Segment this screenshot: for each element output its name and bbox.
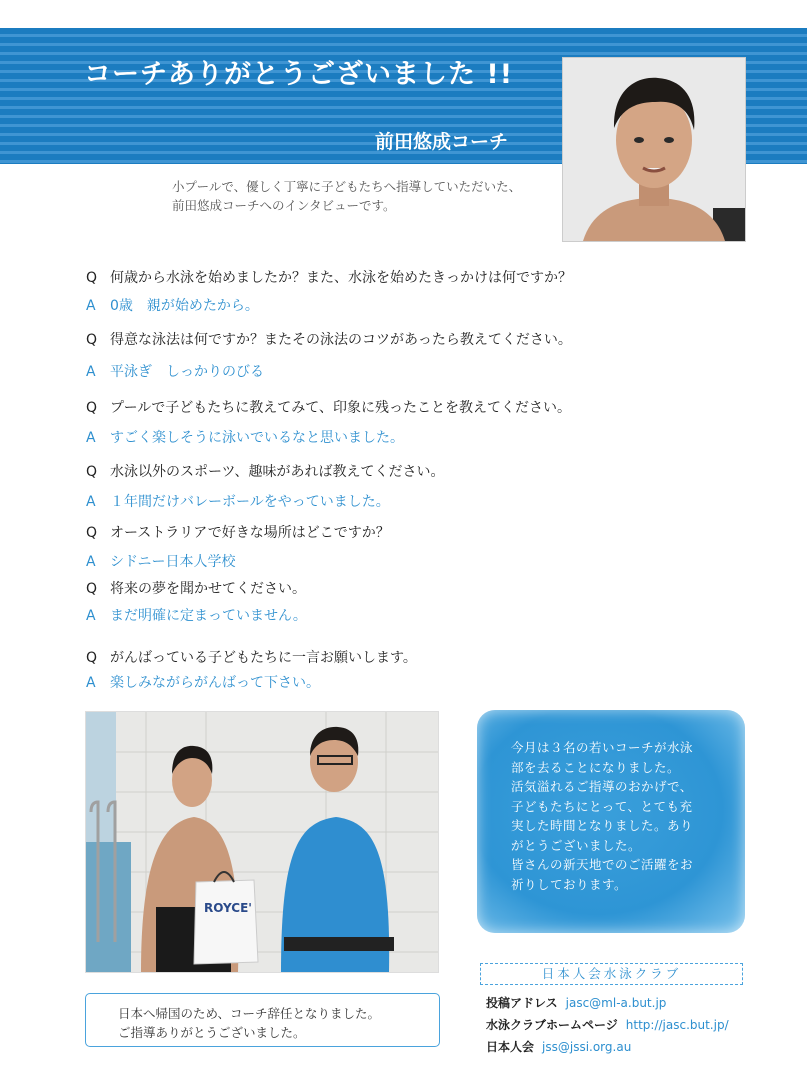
bag-brand-text: ROYCE'	[204, 901, 252, 915]
contact-email-link[interactable]: jss@jssi.org.au	[542, 1040, 632, 1054]
answer	[86, 605, 726, 625]
coach-name: 前田悠成コーチ	[375, 131, 509, 153]
message-line: 実した時間となりました。あり	[511, 818, 694, 833]
answer-text: シドニー日本人学校	[110, 554, 236, 570]
photo-caption	[85, 993, 440, 1047]
question-text: プールで子どもたちに教えてみて、印象に残ったことを教えてください。	[110, 400, 572, 416]
answer-text: すごく楽しそうに泳いでいるなと思いました。	[110, 430, 404, 446]
contact-label: 投稿アドレス	[486, 996, 558, 1010]
message-line: 活気溢れるご指導のおかげで、	[511, 779, 693, 794]
qa-item	[86, 267, 726, 315]
contact-row	[486, 1037, 729, 1059]
question	[86, 329, 726, 349]
message-line: 子どもたちにとって、とても充	[511, 798, 693, 814]
question	[86, 578, 726, 598]
answer-text: 楽しみながらがんばって下さい。	[110, 675, 320, 691]
message-box	[477, 710, 745, 933]
question	[86, 522, 726, 542]
message-line: 祈りしております。	[511, 876, 628, 892]
a-mark: A	[86, 364, 96, 380]
page-title: コーチありがとうございました !!	[84, 59, 514, 90]
qa-item	[86, 461, 726, 511]
message-line: 皆さんの新天地でのご活躍をお	[511, 857, 694, 872]
coach-portrait-photo	[562, 57, 746, 242]
answer	[86, 361, 726, 381]
intro-line: 小プールで、優しく丁寧に子どもたちへ指導していただいた、	[172, 179, 522, 194]
intro-text	[172, 177, 521, 215]
qa-item	[86, 578, 726, 625]
answer	[86, 491, 726, 511]
question	[86, 461, 726, 481]
contact-row	[486, 1015, 729, 1037]
intro-line: 前田悠成コーチへのインタビューです。	[172, 198, 396, 213]
qa-item	[86, 397, 726, 447]
a-mark: A	[86, 494, 96, 510]
contact-label: 水泳クラブホームページ	[486, 1018, 618, 1032]
q-mark: Q	[86, 581, 98, 597]
message-line: 今月は３名の若いコーチが水泳	[511, 740, 694, 755]
answer-text: 0歳 親が始めたから。	[110, 298, 259, 314]
message-line: がとうございました。	[511, 837, 642, 853]
q-mark: Q	[86, 650, 98, 666]
question	[86, 397, 726, 417]
caption-line: ご指導ありがとうございました。	[118, 1025, 306, 1040]
message-line: 部を去ることになりました。	[511, 759, 681, 775]
answer-text: 平泳ぎ しっかりのびる	[110, 364, 264, 380]
q-mark: Q	[86, 332, 98, 348]
a-mark: A	[86, 554, 96, 570]
q-mark: Q	[86, 270, 98, 286]
contact-homepage-link[interactable]: http://jasc.but.jp/	[625, 1018, 729, 1032]
a-mark: A	[86, 608, 96, 624]
q-mark: Q	[86, 464, 98, 480]
q-mark: Q	[86, 525, 98, 541]
answer	[86, 551, 726, 571]
a-mark: A	[86, 430, 96, 446]
farewell-photo	[85, 711, 439, 973]
contact-email-link[interactable]: jasc@ml-a.but.jp	[565, 996, 667, 1010]
question-text: オーストラリアで好きな場所はどこですか？	[110, 525, 390, 541]
a-mark: A	[86, 675, 96, 691]
club-title: 日本人会水泳クラブ	[480, 963, 743, 985]
answer-text: まだ明確に定まっていません。	[110, 608, 307, 624]
answer	[86, 672, 726, 692]
q-mark: Q	[86, 400, 98, 416]
a-mark: A	[86, 298, 96, 314]
contact-row	[486, 993, 729, 1015]
qa-item	[86, 329, 726, 381]
answer-text: １年間だけバレーボールをやっていました。	[110, 494, 390, 510]
caption-line: 日本へ帰国のため、コーチ辞任となりました。	[118, 1006, 381, 1021]
question	[86, 647, 726, 667]
question-text: 水泳以外のスポーツ、趣味があれば教えてください。	[110, 464, 445, 480]
question-text: 将来の夢を聞かせてください。	[110, 581, 306, 597]
contact-list	[486, 993, 729, 1059]
qa-item	[86, 647, 726, 692]
question-text: がんばっている子どもたちに一言お願いします。	[110, 650, 417, 666]
question	[86, 267, 726, 287]
contact-label: 日本人会	[486, 1040, 535, 1054]
answer	[86, 295, 726, 315]
question-text: 何歳から水泳を始めましたか？また、水泳を始めたきっかけは何ですか？	[110, 270, 572, 286]
answer	[86, 427, 726, 447]
question-text: 得意な泳法は何ですか？またその泳法のコツがあったら教えてください。	[110, 332, 572, 348]
qa-item	[86, 522, 726, 571]
